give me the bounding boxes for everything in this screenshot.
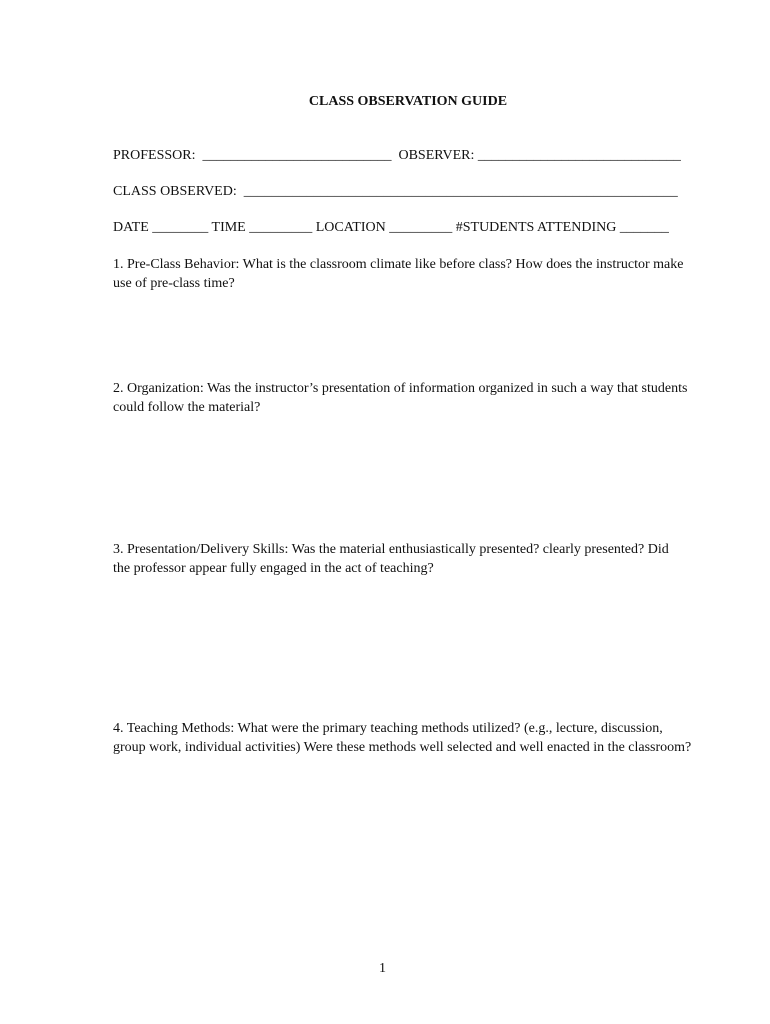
question-3-line-2: the professor appear fully engaged in the act of teaching? [113, 561, 434, 576]
question-1-line-2: use of pre-class time? [113, 276, 235, 291]
question-4 [113, 719, 753, 757]
question-3 [113, 540, 753, 578]
question-1 [113, 255, 753, 293]
professor-observer-field: PROFESSOR: ___________________________ OBSERVER: _____________________________ [113, 148, 681, 163]
page-number: 1 [379, 961, 386, 976]
date-time-location-field: DATE ________ TIME _________ LOCATION _________ #STUDENTS ATTENDING _______ [113, 220, 669, 235]
question-2-line-2: could follow the material? [113, 400, 261, 415]
question-2 [113, 379, 753, 417]
question-2-line-1: 2. Organization: Was the instructor’s presentation of information organized in such a way that students [113, 381, 688, 396]
document-title: CLASS OBSERVATION GUIDE [308, 94, 508, 109]
question-1-line-1: 1. Pre-Class Behavior: What is the classroom climate like before class? How does the instructor make [113, 257, 684, 272]
question-4-line-1: 4. Teaching Methods: What were the primary teaching methods utilized? (e.g., lecture, discussion, [113, 721, 663, 736]
question-4-line-2: group work, individual activities) Were these methods well selected and well enacted in the classroom? [113, 740, 692, 755]
question-3-line-1: 3. Presentation/Delivery Skills: Was the material enthusiastically presented? clearly presented? Did [113, 542, 669, 557]
class-observed-field: CLASS OBSERVED: ______________________________________________________________ [113, 184, 678, 199]
